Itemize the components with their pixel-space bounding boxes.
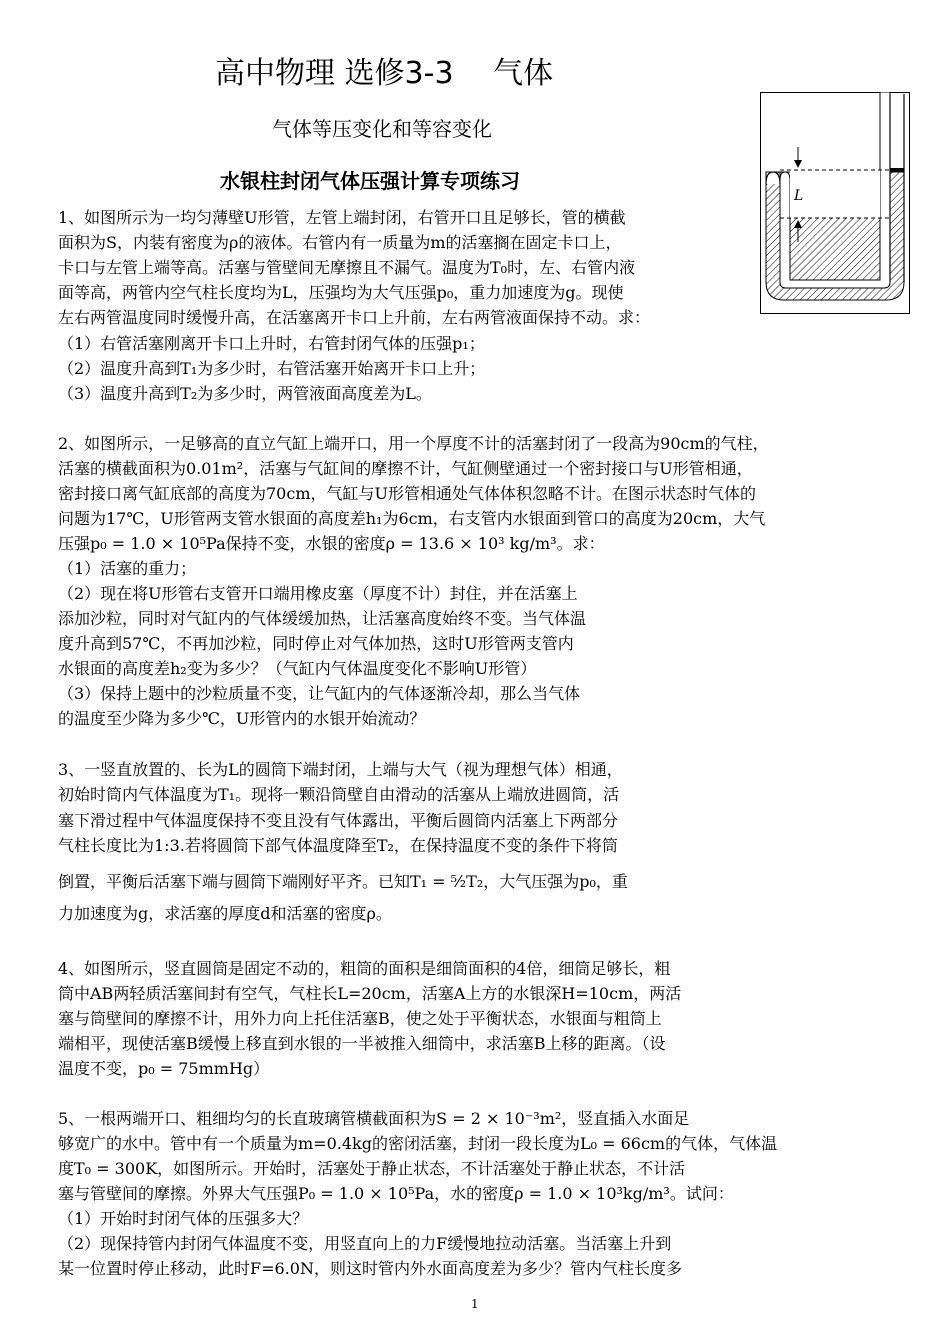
text-line: 某一位置时停止移动，此时F=6.0N，则这时管内外水面高度差为多少？管内气柱长度多 [58,1259,682,1278]
exercise-heading: 水银柱封闭气体压强计算专项练习 [220,169,520,193]
text-line: 1、如图所示为一均匀薄壁U形管，左管上端封闭，右管开口且足够长，管的横截 [58,208,626,227]
text-line: 度T₀ = 300K，如图所示。开始时，活塞处于静止状态，不计活塞处于静止状态，不计活 [58,1159,686,1178]
text-line: （1）右管活塞刚离开卡口上升时，右管封闭气体的压强p₁； [58,334,485,353]
text-line: 水银面的高度差h₂变为多少？（气缸内气体温度变化不影响U形管） [58,659,537,678]
text-line: 力加速度为g，求活塞的厚度d和活塞的密度ρ。 [58,904,392,923]
text-line: 问题为17℃，U形管两支管水银面的高度差h₁为6cm，右支管内水银面到管口的高度为20cm，大气 [58,509,766,528]
text-line: 温度不变，p₀ = 75mmHg） [58,1059,270,1078]
text-line: 添加沙粒，同时对气缸内的气体缓缓加热，让活塞高度始终不变。当气体温 [58,609,587,628]
text-line: 密封接口离气缸底部的高度为70cm，气缸与U形管相通处气体体积忽略不计。在图示状态时气体的 [58,484,756,503]
page-title: 高中物理 选修3-3 气体 [215,56,554,91]
text-line: 3、一竖直放置的、长为L的圆筒下端封闭，上端与大气（视为理想气体）相通， [58,760,623,779]
text-line: 塞下滑过程中气体温度保持不变且没有气体露出，平衡后圆筒内活塞上下两部分 [58,811,619,830]
text-line: （2）温度升高到T₁为多少时，右管活塞开始离开卡口上升； [58,359,486,378]
text-line: （1）活塞的重力； [58,559,197,578]
text-line: 塞与管壁间的摩擦。外界大气压强P₀ = 1.0 × 10⁵Pa，水的密度ρ = 1.0 × 10³kg/m³。试问： [58,1184,734,1203]
text-line: 筒中AB两轻质活塞间封有空气，气柱长L=20cm，活塞A上方的水银深H=10cm，两活 [58,984,682,1003]
text-line: 塞与筒壁间的摩擦不计，用外力向上托住活塞B，使之处于平衡状态，水银面与粗筒上 [58,1009,662,1028]
text-line: 面积为S，内装有密度为ρ的液体。右管内有一质量为m的活塞搁在固定卡口上， [58,233,622,252]
text-line: 气柱长度比为1:3.若将圆筒下部气体温度降至T₂，在保持温度不变的条件下将筒 [58,836,618,855]
text-line: （3）保持上题中的沙粒质量不变，让气缸内的气体逐渐冷却，那么当气体 [58,684,581,703]
text-line: 面等高，两管内空气柱长度均为L，压强均为大气压强p₀，重力加速度为g。现使 [58,283,624,302]
text-line: 活塞的横截面积为0.01m²，活塞与气缸间的摩擦不计，气缸侧壁通过一个密封接口与U形管相通， [58,459,753,478]
text-line: 2、如图所示，一足够高的直立气缸上端开口，用一个厚度不计的活塞封闭了一段高为90cm的气柱， [58,434,769,453]
section-subtitle: 气体等压变化和等容变化 [272,117,492,141]
text-line: 5、一根两端开口、粗细均匀的长直玻璃管横截面积为S = 2 × 10⁻³m²，竖直插入水面足 [58,1109,690,1128]
text-line: 左右两管温度同时缓慢升高，在活塞离开卡口上升前，左右两管液面保持不动。求： [58,308,651,327]
text-line: （1）开始时封闭气体的压强多大？ [58,1209,309,1228]
page-number: 1 [471,1297,479,1311]
u-tube-figure [760,92,910,314]
text-line: 初始时筒内气体温度为T₁。现将一颗沿筒壁自由滑动的活塞从上端放进圆筒，活 [58,785,620,804]
text-line: 压强p₀ = 1.0 × 10⁵Pa保持不变，水银的密度ρ = 13.6 × 10³ kg/m³。求： [58,534,605,553]
text-line: （3）温度升高到T₂为多少时，两管液面高度差为L。 [58,384,432,403]
length-label-L: L [794,188,804,204]
text-line: 的温度至少降为多少℃，U形管内的水银开始流动？ [58,709,426,728]
text-line: （2）现在将U形管右支管开口端用橡皮塞（厚度不计）封住，并在活塞上 [58,584,578,603]
text-line: 端相平，现使活塞B缓慢上移直到水银的一半被推入细筒中，求活塞B上移的距离。（设 [58,1034,666,1053]
text-line: 度升高到57℃，不再加沙粒，同时停止对气体加热，这时U形管两支管内 [58,634,574,653]
text-line: 倒置，平衡后活塞下端与圆筒下端刚好平齐。已知T₁ = ⁵⁄₂T₂，大气压强为p₀，重 [58,872,628,891]
text-line: 卡口与左管上端等高。活塞与管壁间无摩擦且不漏气。温度为T₀时，左、右管内液 [58,258,636,277]
text-line: （2）现保持管内封闭气体温度不变，用竖直向上的力F缓慢地拉动活塞。当活塞上升到 [58,1234,672,1253]
text-line: 4、如图所示，竖直圆筒是固定不动的，粗筒的面积是细筒面积的4倍，细筒足够长，粗 [58,959,671,978]
text-line: 够宽广的水中。管中有一个质量为m=0.4kg的密闭活塞，封闭一段长度为L₀ = 66cm的气体，气体温 [58,1134,778,1153]
